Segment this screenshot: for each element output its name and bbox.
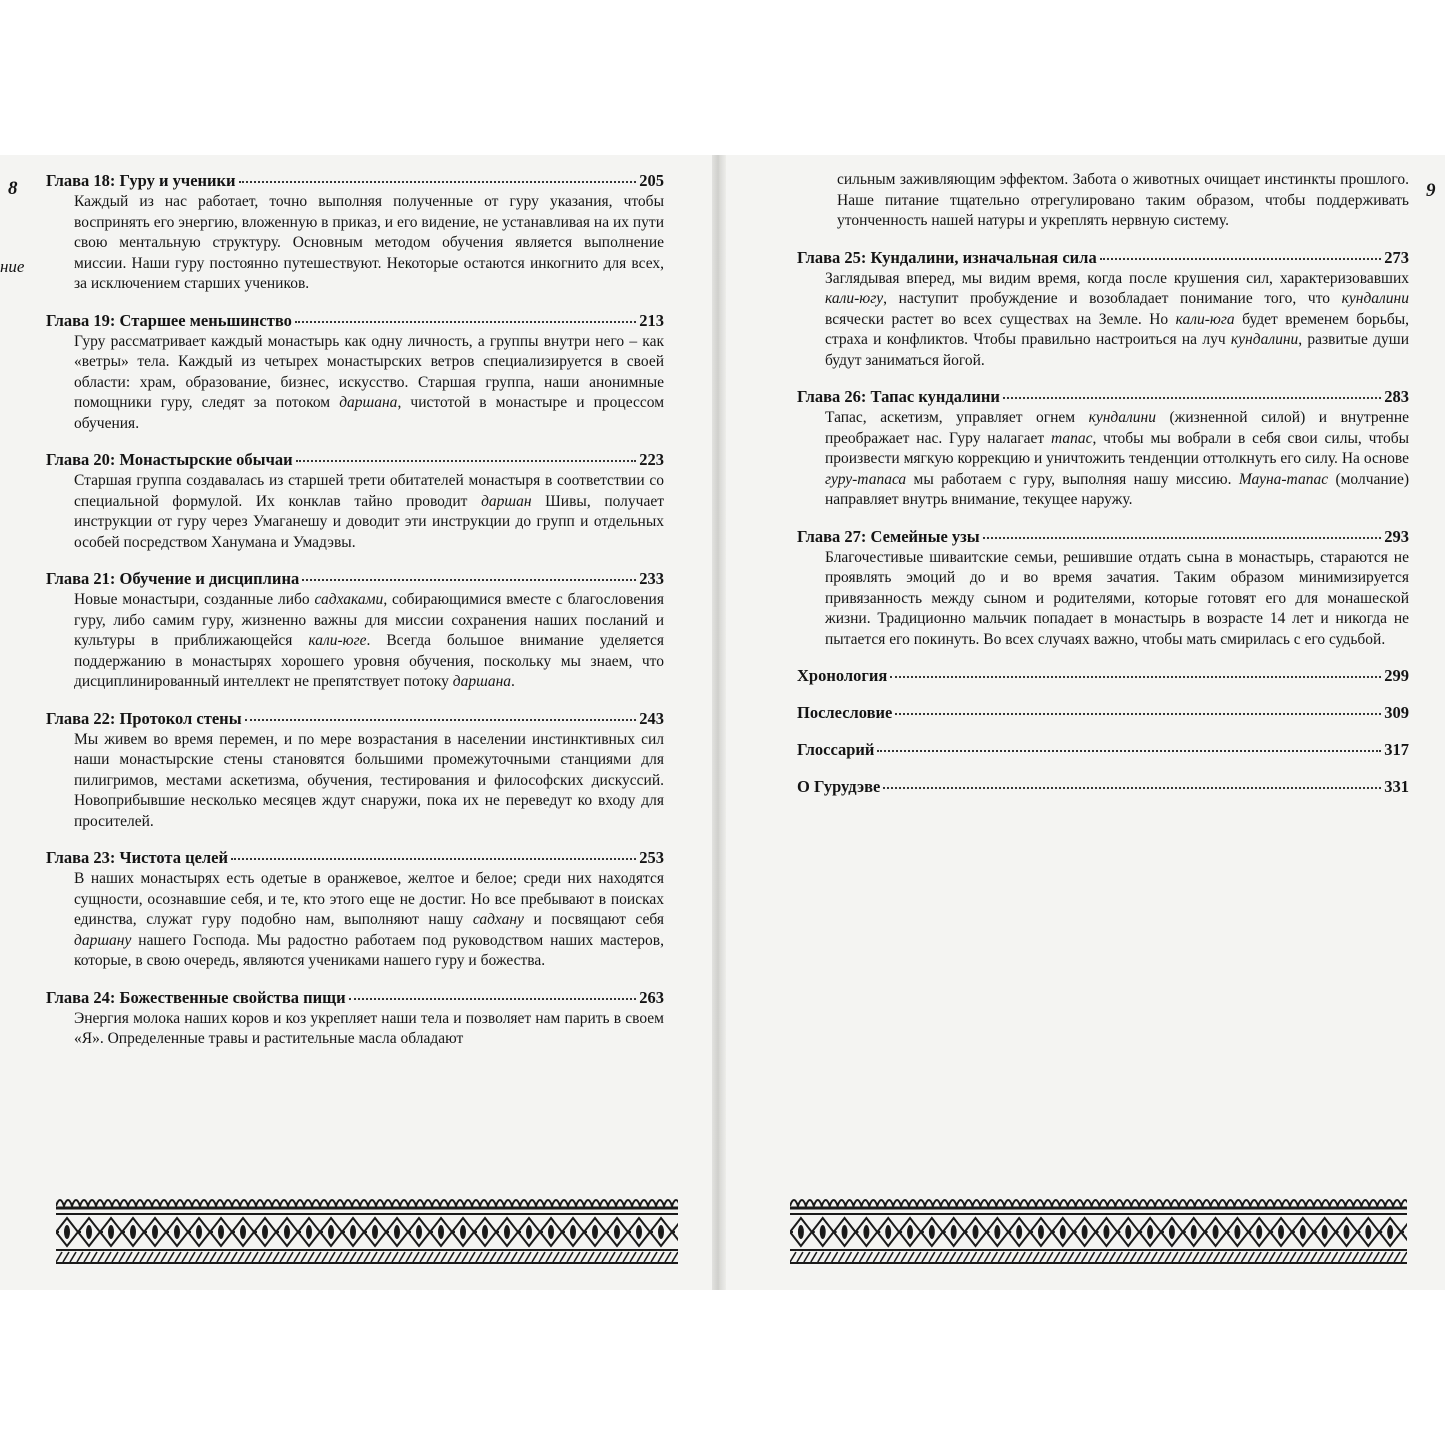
chapter-summary: Гуру рассматривает каждый монастырь как одну личность, а группы внутри него – как «ветры» тела. Каждый из четырех монастырских ветров специализируется в своей области: храм, образование, бизнес, искусство. Старшая группа, наши анонимные помощники гуру, следят за потоком даршана, чистотой в монастыре и процессом обучения. <box>74 332 664 432</box>
toc-entry <box>797 776 1409 798</box>
toc-entry <box>797 386 1409 511</box>
toc-entry <box>46 449 664 553</box>
chapter-title: Хронология <box>797 666 888 685</box>
page-number: 213 <box>639 310 664 330</box>
toc-entry-heading <box>46 170 664 192</box>
tribal-border-ornament-icon <box>790 1192 1407 1264</box>
chapter-summary: Тапас, аскетизм, управляет огнем кундалини (жизненной силой) и внутренне преображает нас. Гуру налагает тапас, чтобы мы вобрали в себя свои силы, чтобы произвести мягкую коррекцию и уничтожить тенденции оттолкнуть его силу. На основе гуру-тапаса мы работаем с гуру, выполняя нашу миссию. Мауна-тапас (молчание) направляет внутрь внимание, текущее наружу. <box>825 409 1409 508</box>
page-number: 205 <box>639 171 664 190</box>
toc-entry-heading <box>797 386 1409 408</box>
page-number: 223 <box>639 450 664 469</box>
toc-entry-heading <box>797 247 1409 269</box>
chapter-summary: Новые монастыри, созданные либо садхаками, собирающимися вместе с благословения гуру, либо самим гуру, жизненно важны для миссии сохранения наших посланий и культуры в приближающейся кали-юге. Всегда большое внимание уделяется поддержанию в монастырях хорошего уровня обучения, поскольку мы знаем, что дисциплинированный интеллект не препятствует потоку даршана. <box>74 591 664 690</box>
toc-entry-heading <box>797 702 1409 724</box>
page-number: 283 <box>1384 387 1409 406</box>
dot-leader <box>295 321 636 323</box>
chapter-title: Глава 18: Гуру и ученики <box>46 171 236 190</box>
page-number: 253 <box>639 848 664 867</box>
chapter-title: Глава 19: Старшее меньшинство <box>46 310 292 330</box>
dot-leader <box>895 713 1381 715</box>
toc-entry-heading <box>797 526 1409 548</box>
dot-leader <box>983 537 1382 539</box>
chapter-summary: Мы живем во время перемен, и по мере возрастания в населении инстинктивных сил наши монастырские стены становятся большими промежуточными станциями для пилигримов, местами аскетизма, обучения, тестирования и философских дискуссий. Новоприбывшие несколько месяцев ждут снаружи, пока их не переведут ко входу для просителей. <box>74 730 664 830</box>
dot-leader <box>302 579 636 581</box>
chapter-summary: Заглядывая вперед, мы видим время, когда после крушения сил, характеризовавших кали-югу, наступит пробуждение и возобладает понимание того, что кундалини всячески растет во всех существах на Земле. Но кали-юга будет временем борьбы, страха и конфликтов. Чтобы правильно настроиться на луч кундалини, развитые души будут заниматься йогой. <box>825 269 1409 369</box>
toc-entry <box>46 987 664 1050</box>
dot-leader <box>296 460 637 462</box>
book-gutter <box>712 155 726 1290</box>
toc-left-column <box>46 170 664 1065</box>
page-number: 317 <box>1384 740 1409 759</box>
dot-leader <box>890 676 1381 678</box>
chapter-title: Послесловие <box>797 703 893 722</box>
toc-entry <box>797 526 1409 651</box>
dot-leader <box>1100 258 1382 260</box>
page-number: 331 <box>1384 777 1409 796</box>
chapter-title: Глава 26: Тапас кундалини <box>797 387 1000 406</box>
toc-entry <box>46 310 664 435</box>
folio-right: 9 <box>1426 180 1436 201</box>
toc-entry-heading <box>46 449 664 471</box>
page-number: 293 <box>1384 526 1409 546</box>
margin-fragment: ние <box>0 257 25 276</box>
toc-entry-heading <box>46 708 664 730</box>
toc-right-entries <box>797 247 1409 651</box>
chapter-title: Глава 20: Монастырские обычаи <box>46 450 293 469</box>
toc-entry-heading <box>46 847 664 869</box>
dot-leader <box>231 858 636 860</box>
dot-leader <box>877 750 1381 752</box>
page-number: 263 <box>639 987 664 1007</box>
toc-entry <box>797 247 1409 372</box>
dot-leader <box>883 787 1381 789</box>
chapter-summary: В наших монастырях есть одетые в оранжевое, желтое и белое; среди них находятся сущности, осознавшие себя, и те, кто этого еще не достиг. Но все пребывают в поисках единства, служат гуру подобно нам, выполняют нашу садхану и посвящают себя даршану нашего Господа. Мы радостно работаем под руководством наших мастеров, которые, в свою очередь, являются учениками нашего гуру и божества. <box>74 870 664 969</box>
page-number: 233 <box>639 569 664 588</box>
toc-entry <box>46 708 664 833</box>
page-number: 243 <box>639 708 664 728</box>
toc-entry-heading <box>46 987 664 1009</box>
chapter-title: Глава 21: Обучение и дисциплина <box>46 569 300 588</box>
chapter-title: Глава 23: Чистота целей <box>46 848 229 867</box>
chapter-summary: Благочестивые шиваитские семьи, решившие отдать сына в монастырь, стараются не проявлять эмоций до и во время зачатия. Таким образом минимизируется привязанность между сыном и родителями, которые готовят его для монашеской жизни. Традиционно мальчик попадает в монастырь в возрасте 14 лет и никогда не пытается его покинуть. Во всех случаях важно, чтобы мать смирилась с его судьбой. <box>825 548 1409 648</box>
toc-entry-heading <box>797 739 1409 761</box>
toc-entry <box>797 665 1409 687</box>
toc-entry-heading <box>46 568 664 590</box>
chapter-summary: Старшая группа создавалась из старшей трети обитателей монастыря в соответствии со специальной формулой. Их конклав тайно проводит даршан Шивы, получает инструкции от гуру через Умаганешу и доводит эти инструкции до групп и отдельных особей посредством Ханумана и Умадэвы. <box>74 472 664 551</box>
toc-entry <box>46 847 664 972</box>
toc-entry <box>46 568 664 693</box>
chapter-title: Глава 27: Семейные узы <box>797 526 980 546</box>
continued-description: сильным заживляющим эффектом. Забота о животных очищает инстинкты прошлого. Наше питание тщательно отрегулировано таким образом, чтобы поддерживать утонченность нашей натуры и укреплять нервную систему. <box>837 171 1409 229</box>
page-number: 273 <box>1384 247 1409 267</box>
dot-leader <box>1003 397 1381 399</box>
back-matter-list <box>797 665 1409 798</box>
toc-entry-heading <box>46 310 664 332</box>
folio-left: 8 <box>8 178 18 199</box>
chapter-title: О Гурудэве <box>797 777 881 796</box>
chapter-title: Глава 25: Кундалини, изначальная сила <box>797 247 1097 267</box>
dot-leader <box>245 719 637 721</box>
chapter-summary: Энергия молока наших коров и коз укрепляет наши тела и позволяет нам парить в своем «Я». Определенные травы и растительные масла обладают <box>74 1009 664 1047</box>
toc-entry <box>797 739 1409 761</box>
page-number: 309 <box>1384 703 1409 722</box>
chapter-title: Глава 22: Протокол стены <box>46 708 242 728</box>
chapter-title: Глава 24: Божественные свойства пищи <box>46 987 346 1007</box>
toc-entry <box>797 702 1409 724</box>
toc-entry-heading <box>797 665 1409 687</box>
chapter-title: Глоссарий <box>797 740 875 759</box>
toc-right-column <box>797 170 1409 813</box>
chapter-summary: Каждый из нас работает, точно выполняя полученные от гуру указания, чтобы воспринять его энергию, вложенную в приказ, и его видение, не устанавливая на их пути свою ментальную структуру. Основным методом обучения является выполнение миссии. Наши гуру постоянно путешествуют. Некоторые остаются инкогнито для всех, за исключением старших учеников. <box>74 193 664 292</box>
toc-entry-heading <box>797 776 1409 798</box>
tribal-border-ornament-icon <box>56 1192 678 1264</box>
toc-entry <box>46 170 664 295</box>
dot-leader <box>239 181 637 183</box>
page-number: 299 <box>1384 666 1409 685</box>
dot-leader <box>349 998 637 1000</box>
